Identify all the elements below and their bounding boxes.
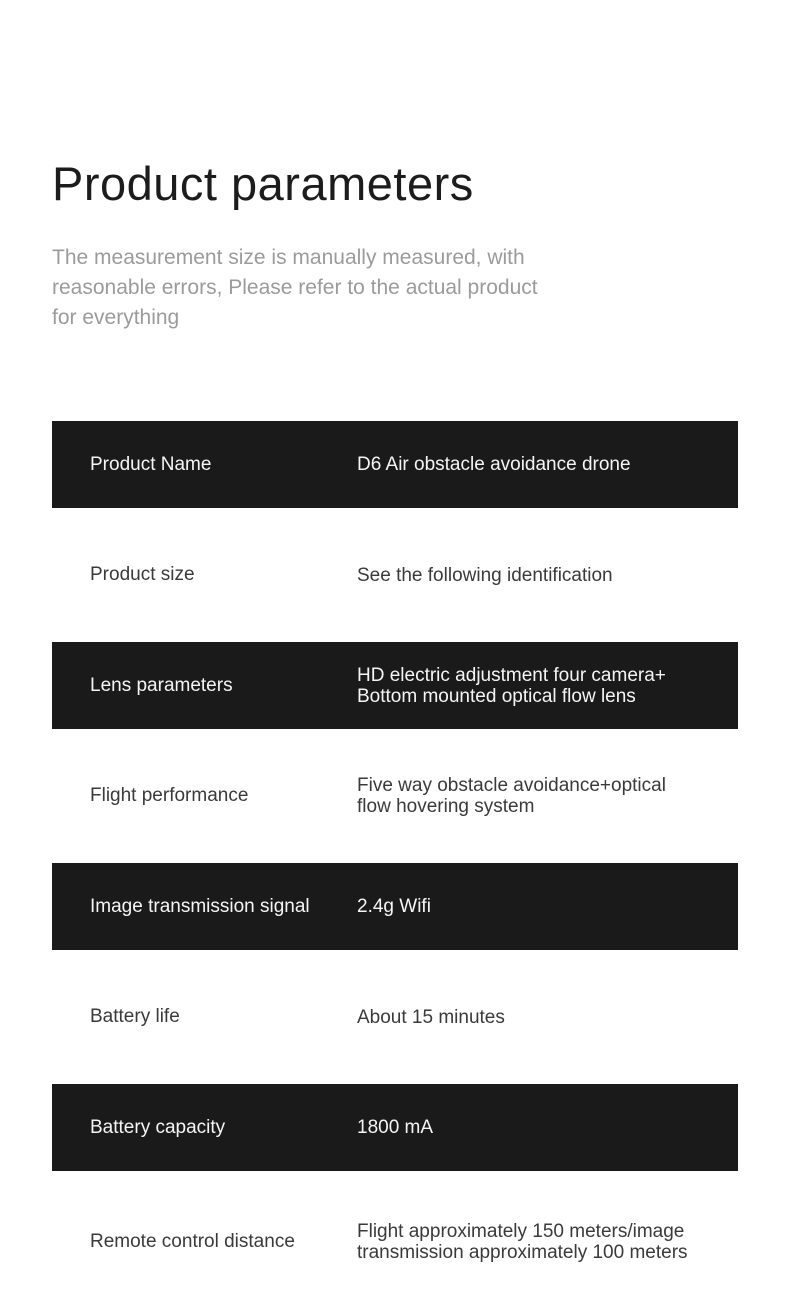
spec-row-product-size [52,508,738,642]
spec-value: 1800 mA [357,1117,434,1138]
spec-label: Flight performance [90,785,249,806]
spec-value: Five way obstacle avoidance+optical flow hovering system [357,775,666,817]
spec-label: Lens parameters [90,674,233,696]
spec-row-lens-parameters [52,642,738,729]
spec-value: D6 Air obstacle avoidance drone [357,454,631,475]
spec-table [0,421,790,1310]
subtitle-line: The measurement size is manually measured, with [52,246,525,269]
spec-label: Battery capacity [90,1116,226,1138]
spec-row-remote-control-distance [52,1171,738,1310]
spec-value: HD electric adjustment four camera+ Bottom mounted optical flow lens [357,664,666,707]
spec-row-product-name [52,421,738,508]
subtitle-line: for everything [52,306,180,329]
page-title: Product parameters [52,157,474,210]
spec-row-flight-performance [52,729,738,863]
spec-value: See the following identification [357,564,613,586]
spec-label: Battery life [90,1006,180,1027]
spec-label: Remote control distance [90,1230,295,1252]
spec-value: 2.4g Wifi [357,896,431,917]
spec-value: About 15 minutes [357,1006,505,1028]
spec-value: Flight approximately 150 meters/image transmission approximately 100 meters [357,1220,688,1263]
spec-row-image-transmission-signal [52,863,738,950]
spec-label: Product size [90,564,195,585]
spec-row-battery-life [52,950,738,1084]
spec-label: Image transmission signal [90,895,310,917]
spec-label: Product Name [90,453,212,475]
subtitle-line: reasonable errors, Please refer to the actual product [52,276,538,299]
spec-row-battery-capacity [52,1084,738,1171]
page-subtitle [52,243,790,333]
